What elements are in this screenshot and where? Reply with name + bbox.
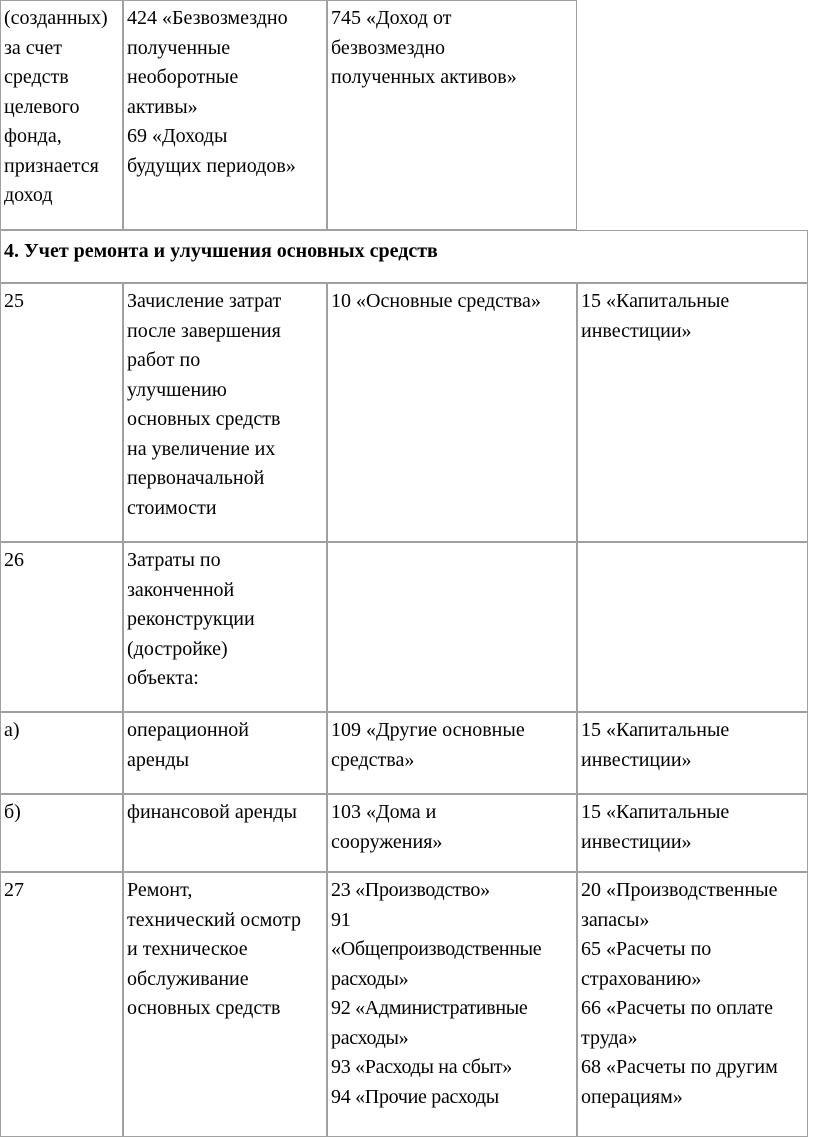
table-cell-r3-c0: 26 — [0, 542, 123, 712]
table-cell-r6-c2: 23 «Производство» 91 «Общепроизводственные расходы» 92 «Административные расходы» 93 «Расходы на сбыт» 94 «Прочие расходы — [327, 872, 577, 1137]
table-cell-r2-c3: 15 «Капитальные инвестиции» — [577, 283, 808, 542]
table-cell-r6-c3: 20 «Производственные запасы» 65 «Расчеты по страхованию» 66 «Расчеты по оплате труда» 68 «Расчеты по другим операциям» — [577, 872, 808, 1137]
table-cell-r0-c2: 745 «Доход от безвозмездно полученных активов» — [327, 0, 577, 230]
table-cell-r3-c3 — [577, 542, 808, 712]
table-cell-r3-c1: Затраты по законченной реконструкции (достройке) объекта: — [123, 542, 327, 712]
table-cell-r3-c2 — [327, 542, 577, 712]
table-cell-r2-c1: Зачисление затрат после завершения работ по улучшению основных средств на увеличение их первоначальной стоимости — [123, 283, 327, 542]
section-header: 4. Учет ремонта и улучшения основных средств — [0, 230, 808, 283]
table-cell-r0-c1: 424 «Безвозмездно полученные необоротные активы» 69 «Доходы будущих периодов» — [123, 0, 327, 230]
table-cell-r4-c0: а) — [0, 712, 123, 794]
table-cell-r2-c0: 25 — [0, 283, 123, 542]
table-cell-r4-c3: 15 «Капитальные инвестиции» — [577, 712, 808, 794]
table-cell-r5-c0: б) — [0, 794, 123, 872]
table-cell-r6-c0: 27 — [0, 872, 123, 1137]
table-cell-r2-c2: 10 «Основные средства» — [327, 283, 577, 542]
table-cell-r5-c1: финансовой аренды — [123, 794, 327, 872]
table-cell-r4-c2: 109 «Другие основные средства» — [327, 712, 577, 794]
table-cell-r4-c1: операционной аренды — [123, 712, 327, 794]
table-cell-r6-c1: Ремонт, технический осмотр и техническое обслуживание основных средств — [123, 872, 327, 1137]
table-cell-r5-c3: 15 «Капитальные инвестиции» — [577, 794, 808, 872]
table-cell-r5-c2: 103 «Дома и сооружения» — [327, 794, 577, 872]
table-cell-r0-c0: (созданных) за счет средств целевого фонда, признается доход — [0, 0, 123, 230]
